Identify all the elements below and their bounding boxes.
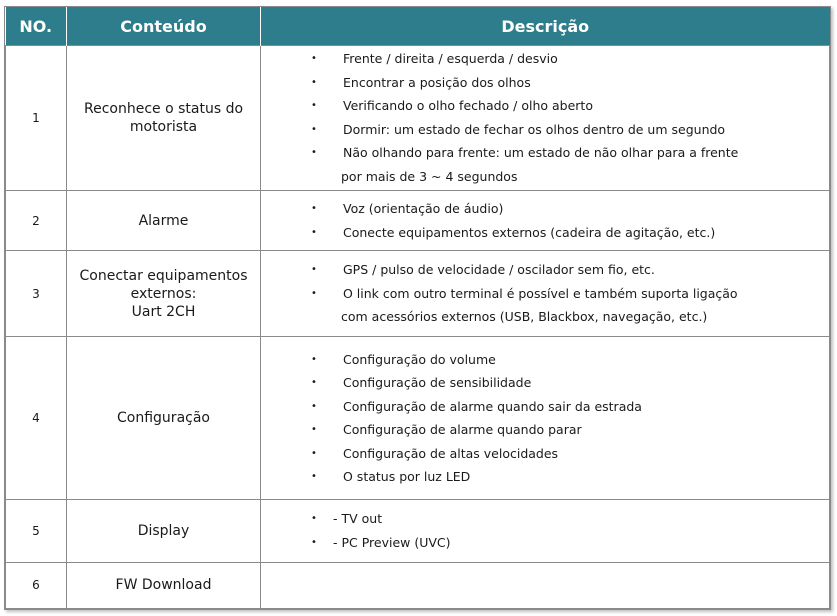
description-list	[261, 507, 829, 554]
row-content-line: Uart 2CH	[131, 303, 196, 320]
list-item	[261, 47, 829, 71]
list-item-text: Voz (orientação de áudio)	[343, 201, 504, 217]
bullet-icon: •	[311, 377, 317, 389]
feature-table	[5, 7, 830, 609]
list-item-text: Configuração de alarme quando sair da estrada	[343, 398, 642, 414]
table-header-row	[6, 7, 830, 46]
bullet-icon: •	[311, 447, 317, 459]
bullet-icon: •	[311, 536, 317, 548]
list-item-text: GPS / pulso de velocidade / oscilador sem fio, etc.	[343, 262, 655, 278]
header-no: NO.	[6, 7, 67, 46]
list-item-text: Frente / direita / esquerda / desvio	[343, 51, 558, 67]
table-row	[6, 191, 830, 251]
row-content-line: Conectar equipamentos	[79, 267, 248, 284]
list-item	[261, 71, 829, 95]
list-item	[261, 507, 829, 531]
row-content: Alarme	[67, 191, 261, 251]
row-content-line: externos:	[130, 285, 197, 302]
bullet-icon: •	[311, 400, 317, 412]
list-item-text: Configuração do volume	[343, 351, 496, 367]
list-item	[261, 118, 829, 142]
list-item-text: Encontrar a posição dos olhos	[343, 74, 531, 90]
description-list	[261, 197, 829, 244]
list-item	[261, 94, 829, 118]
row-description	[261, 251, 830, 337]
list-item-text: Configuração de sensibilidade	[343, 375, 532, 391]
feature-table-container	[4, 6, 831, 610]
row-description	[261, 337, 830, 499]
list-item	[261, 221, 829, 245]
list-item-text: Verificando o olho fechado / olho aberto	[343, 98, 593, 114]
list-item	[261, 258, 829, 282]
row-number: 3	[6, 251, 67, 337]
table-row	[6, 337, 830, 499]
description-list	[261, 258, 829, 329]
row-description	[261, 191, 830, 251]
row-number: 6	[6, 562, 67, 608]
bullet-icon: •	[311, 53, 317, 65]
row-number: 1	[6, 46, 67, 191]
description-list	[261, 47, 829, 189]
list-item	[261, 197, 829, 221]
row-description-empty	[261, 562, 830, 608]
list-item	[261, 282, 829, 330]
row-number: 2	[6, 191, 67, 251]
bullet-icon: •	[311, 203, 317, 215]
bullet-icon: •	[311, 353, 317, 365]
list-item	[261, 442, 829, 466]
table-row	[6, 499, 830, 562]
row-content: FW Download	[67, 562, 261, 608]
list-item	[261, 531, 829, 555]
row-content	[67, 251, 261, 337]
list-item	[261, 465, 829, 489]
list-item	[261, 348, 829, 372]
table-row	[6, 251, 830, 337]
row-description	[261, 46, 830, 191]
bullet-icon: •	[311, 226, 317, 238]
bullet-icon: •	[311, 264, 317, 276]
row-content: Configuração	[67, 337, 261, 499]
bullet-icon: •	[311, 424, 317, 436]
list-item-text: Não olhando para frente: um estado de não olhar para a frente	[343, 145, 739, 161]
list-item-continuation: com acessórios externos (USB, Blackbox, navegação, etc.)	[341, 309, 708, 325]
list-item-text: Conecte equipamentos externos (cadeira de agitação, etc.)	[343, 224, 716, 240]
list-item-text: Configuração de alarme quando parar	[343, 422, 582, 438]
bullet-icon: •	[311, 76, 317, 88]
bullet-icon: •	[311, 287, 317, 299]
list-item-text: - TV out	[333, 511, 383, 527]
row-description	[261, 499, 830, 562]
bullet-icon: •	[311, 100, 317, 112]
list-item-text: O status por luz LED	[343, 469, 471, 485]
list-item	[261, 141, 829, 189]
header-description: Descrição	[261, 7, 830, 46]
list-item-continuation: por mais de 3 ~ 4 segundos	[341, 168, 518, 184]
list-item-text: Configuração de altas velocidades	[343, 445, 559, 461]
list-item-text: O link com outro terminal é possível e também suporta ligação	[343, 285, 738, 301]
row-content: Display	[67, 499, 261, 562]
row-number: 4	[6, 337, 67, 499]
list-item-text: Dormir: um estado de fechar os olhos dentro de um segundo	[343, 121, 726, 137]
bullet-icon: •	[311, 471, 317, 483]
list-item	[261, 418, 829, 442]
list-item	[261, 395, 829, 419]
bullet-icon: •	[311, 513, 317, 525]
row-content: Reconhece o status do motorista	[67, 46, 261, 191]
description-list	[261, 348, 829, 489]
table-row	[6, 46, 830, 191]
row-number: 5	[6, 499, 67, 562]
list-item-text: - PC Preview (UVC)	[333, 534, 451, 550]
bullet-icon: •	[311, 123, 317, 135]
list-item	[261, 371, 829, 395]
bullet-icon: •	[311, 147, 317, 159]
header-content: Conteúdo	[67, 7, 261, 46]
table-row	[6, 562, 830, 608]
